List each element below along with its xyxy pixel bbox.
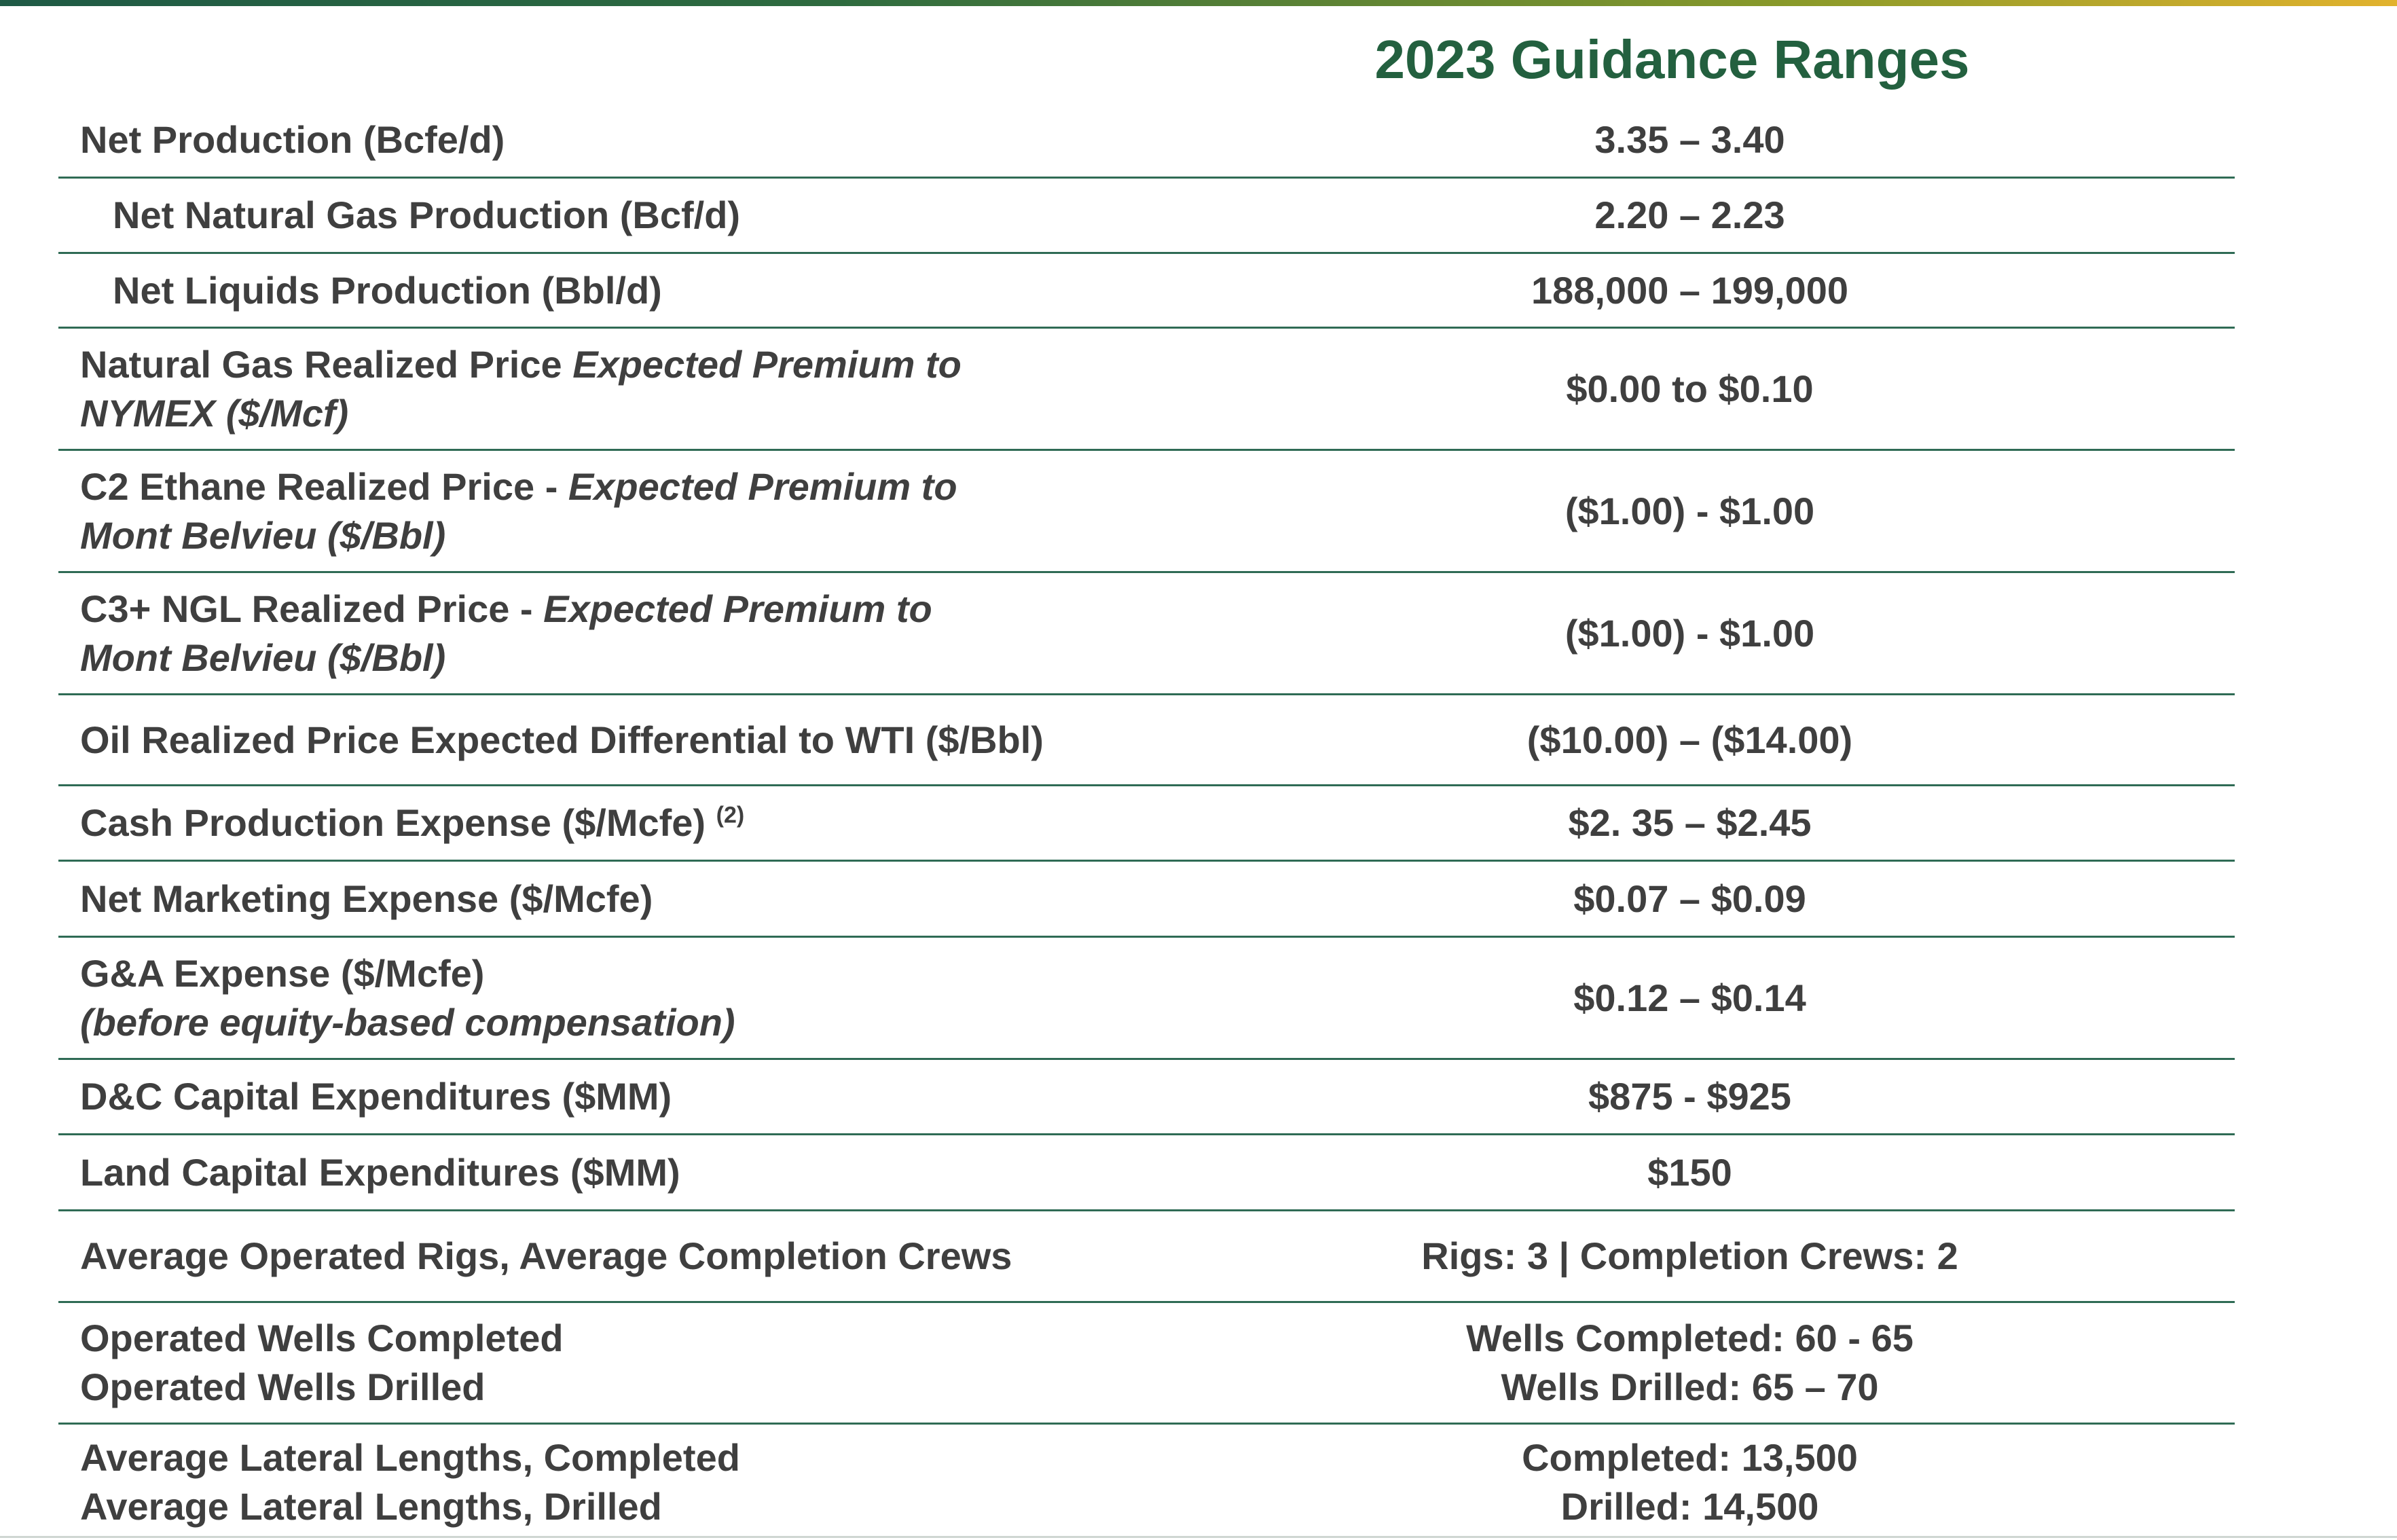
row-label bbox=[58, 340, 1145, 438]
row-label-line1: Operated Wells Completed bbox=[80, 1317, 564, 1359]
row-value: $0.07 – $0.09 bbox=[1573, 877, 1806, 920]
row-value: $0.00 to $0.10 bbox=[1566, 367, 1814, 410]
row-label-italic-line2: Mont Belvieu ($/Bbl) bbox=[80, 636, 446, 679]
row-value-line2: Wells Drilled: 65 – 70 bbox=[1501, 1365, 1879, 1408]
table-row-dc-capex bbox=[58, 1060, 2235, 1135]
row-label: D&C Capital Expenditures ($MM) bbox=[80, 1075, 672, 1118]
row-label-italic: Expected Premium to bbox=[568, 464, 957, 508]
table-row-net-liquids-production bbox=[58, 254, 2235, 329]
row-label bbox=[58, 799, 1145, 847]
table-row-gas-realized-price bbox=[58, 329, 2235, 451]
row-label: Land Capital Expenditures ($MM) bbox=[80, 1150, 680, 1194]
row-label-line2: Average Lateral Lengths, Drilled bbox=[80, 1485, 662, 1528]
row-label-italic-line2: (before equity-based compensation) bbox=[80, 1000, 735, 1044]
row-value: $0.12 – $0.14 bbox=[1573, 976, 1806, 1019]
row-value-line1: Wells Completed: 60 - 65 bbox=[1466, 1317, 1914, 1359]
row-label-italic: Expected Premium to bbox=[572, 342, 962, 386]
table-row-lateral-lengths bbox=[58, 1425, 2235, 1540]
row-label-main: C2 Ethane Realized Price - bbox=[80, 464, 568, 508]
row-label-italic: Expected Premium to bbox=[543, 587, 932, 630]
top-accent-bar bbox=[0, 0, 2397, 6]
table-row-operated-wells bbox=[58, 1303, 2235, 1425]
row-value: ($1.00) - $1.00 bbox=[1565, 611, 1815, 655]
table-row-net-production bbox=[58, 103, 2235, 179]
row-value: 3.35 – 3.40 bbox=[1594, 118, 1785, 161]
table-title: 2023 Guidance Ranges bbox=[1374, 29, 1970, 90]
table-row-net-gas-production bbox=[58, 179, 2235, 254]
bottom-divider bbox=[0, 1536, 2397, 1538]
row-value: 188,000 – 199,000 bbox=[1531, 268, 1849, 312]
row-value bbox=[1145, 1314, 2235, 1412]
row-label: Net Marketing Expense ($/Mcfe) bbox=[80, 877, 653, 920]
row-value: $150 bbox=[1647, 1150, 1732, 1194]
row-label: Net Liquids Production (Bbl/d) bbox=[113, 268, 662, 312]
row-label-main: Cash Production Expense ($/Mcfe) bbox=[80, 801, 716, 844]
row-label-italic-line2: Mont Belvieu ($/Bbl) bbox=[80, 513, 446, 557]
row-label-main: Natural Gas Realized Price bbox=[80, 342, 573, 386]
row-value: ($10.00) – ($14.00) bbox=[1526, 718, 1853, 761]
row-value bbox=[1145, 1433, 2235, 1531]
row-label-line1: Average Lateral Lengths, Completed bbox=[80, 1436, 740, 1479]
row-label bbox=[58, 462, 1145, 560]
row-label: Average Operated Rigs, Average Completion Crews bbox=[80, 1234, 1012, 1277]
guidance-table bbox=[58, 103, 2235, 1540]
row-value: ($1.00) - $1.00 bbox=[1565, 489, 1815, 532]
row-label bbox=[58, 1314, 1145, 1412]
row-label: Net Natural Gas Production (Bcf/d) bbox=[113, 194, 741, 236]
row-label-line2: Operated Wells Drilled bbox=[80, 1365, 486, 1408]
table-row-net-marketing-expense bbox=[58, 862, 2235, 938]
row-value-line2: Drilled: 14,500 bbox=[1560, 1485, 1819, 1528]
row-label: Net Production (Bcfe/d) bbox=[80, 118, 505, 161]
footnote-marker: (2) bbox=[716, 802, 745, 828]
row-label: Oil Realized Price Expected Differential to WTI ($/Bbl) bbox=[80, 718, 1044, 761]
row-value-line1: Completed: 13,500 bbox=[1522, 1436, 1858, 1479]
row-value: 2.20 – 2.23 bbox=[1594, 194, 1785, 236]
table-row-land-capex bbox=[58, 1135, 2235, 1211]
row-value: Rigs: 3 | Completion Crews: 2 bbox=[1421, 1234, 1958, 1277]
row-label-main: G&A Expense ($/Mcfe) bbox=[80, 951, 485, 995]
table-row-ga-expense bbox=[58, 938, 2235, 1060]
row-label-main: C3+ NGL Realized Price - bbox=[80, 587, 544, 630]
row-value: $875 - $925 bbox=[1588, 1075, 1791, 1118]
row-label-italic-line2: NYMEX ($/Mcf) bbox=[80, 391, 349, 435]
row-value: $2. 35 – $2.45 bbox=[1568, 801, 1812, 844]
table-row-cash-production-expense bbox=[58, 786, 2235, 862]
table-row-ngl-realized-price bbox=[58, 573, 2235, 695]
table-row-rigs-crews bbox=[58, 1211, 2235, 1303]
row-label bbox=[58, 949, 1145, 1047]
row-label bbox=[58, 1433, 1145, 1531]
table-row-ethane-realized-price bbox=[58, 451, 2235, 573]
table-row-oil-realized-price bbox=[58, 695, 2235, 786]
row-label bbox=[58, 585, 1145, 682]
